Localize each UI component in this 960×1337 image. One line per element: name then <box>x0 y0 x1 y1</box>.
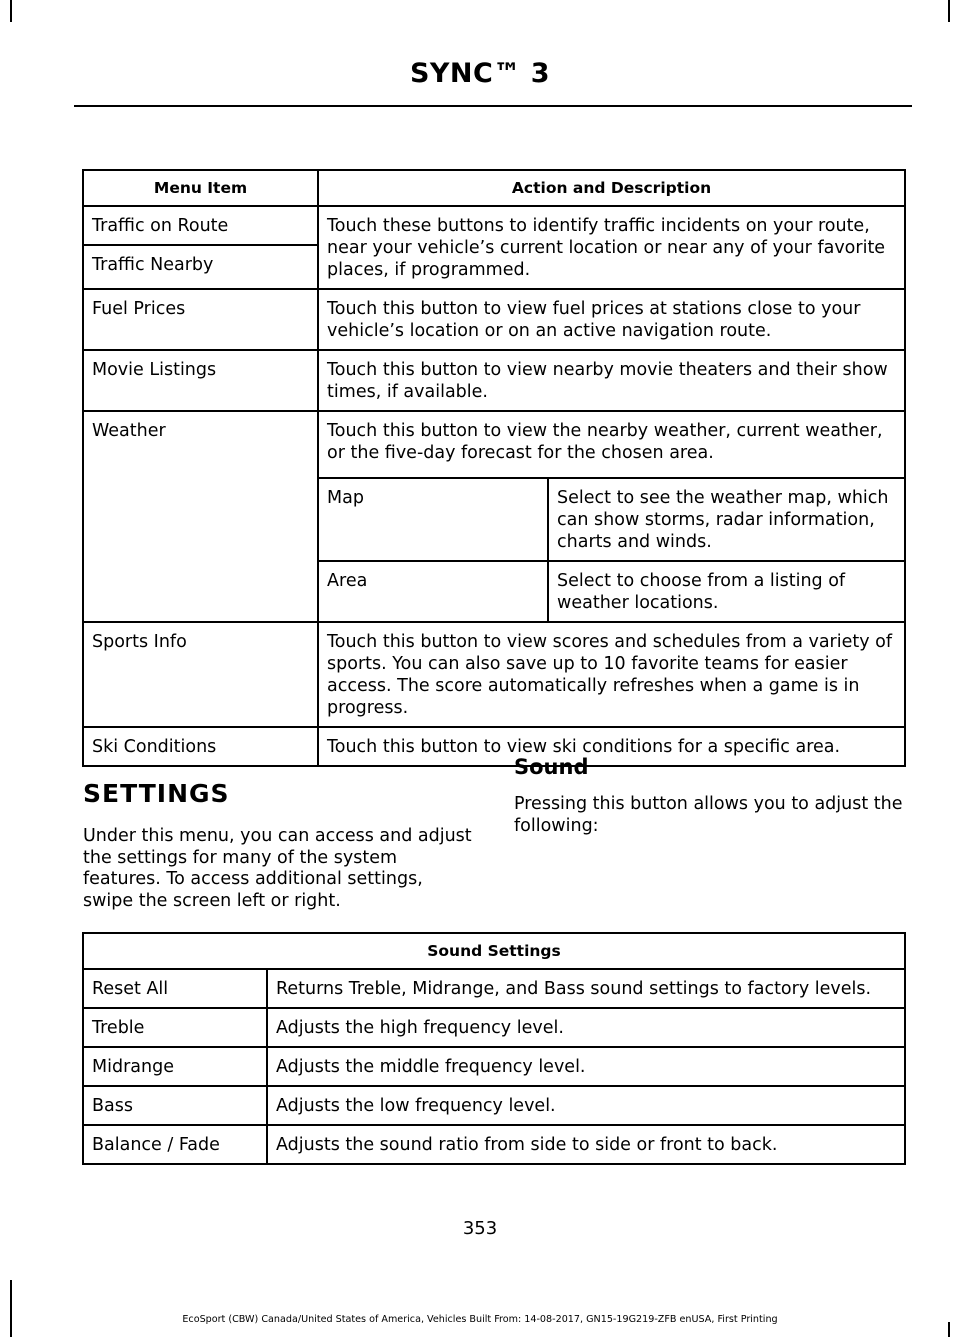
menu-item-cell <box>83 350 318 411</box>
sub-item-cell <box>319 561 548 621</box>
setting-balance-fade: Balance / Fade <box>92 1135 220 1155</box>
menu-item-weather: Weather <box>92 421 166 441</box>
page-number: 353 <box>462 1218 498 1239</box>
bass-description: Adjusts the low frequency level. <box>276 1096 556 1116</box>
table-row <box>319 561 904 621</box>
crop-mark-bottom-left <box>10 1280 12 1337</box>
movie-description: Touch this button to view nearby movie theaters and their show times, if available. <box>327 360 888 402</box>
setting-bass: Bass <box>92 1096 133 1116</box>
menu-items-table <box>82 169 906 767</box>
sub-description-cell <box>548 561 904 621</box>
description-cell <box>318 289 905 350</box>
sub-description-cell <box>548 478 904 561</box>
balance-fade-description: Adjusts the sound ratio from side to side or front to back. <box>276 1135 778 1155</box>
setting-item-cell <box>83 1125 267 1164</box>
menu-item-movie-listings: Movie Listings <box>92 360 217 380</box>
column-header-action: Action and Description <box>318 170 905 206</box>
map-description: Select to see the weather map, which can show storms, radar information, charts and winds. <box>557 488 889 552</box>
table-row <box>83 206 905 245</box>
menu-item-cell <box>83 411 318 622</box>
sound-paragraph: Pressing this button allows you to adjust the following: <box>514 794 903 836</box>
table-row <box>83 1086 905 1125</box>
menu-item-sports-info: Sports Info <box>92 632 187 652</box>
setting-midrange: Midrange <box>92 1057 174 1077</box>
setting-reset-all: Reset All <box>92 979 169 999</box>
sub-item-area: Area <box>327 571 368 591</box>
table-row <box>83 622 905 727</box>
fuel-description: Touch this button to view fuel prices at stations close to your vehicle’s location or on an active navigation route. <box>327 299 861 341</box>
sub-item-cell <box>319 478 548 561</box>
description-cell <box>318 622 905 727</box>
menu-item-ski-conditions: Ski Conditions <box>92 737 217 757</box>
description-cell <box>318 411 905 622</box>
table-row <box>83 1008 905 1047</box>
settings-paragraph: Under this menu, you can access and adjust the settings for many of the system features. To access additional settings, swipe the screen left or right. <box>83 826 472 911</box>
table-row <box>83 727 905 766</box>
sub-item-map: Map <box>327 488 364 508</box>
crop-mark-top-left <box>10 0 12 22</box>
setting-item-cell <box>83 1008 267 1047</box>
setting-description-cell <box>267 1008 905 1047</box>
area-description: Select to choose from a listing of weather locations. <box>557 571 846 613</box>
crop-mark-top-right <box>948 0 950 22</box>
sound-settings-header: Sound Settings <box>83 933 905 969</box>
setting-item-cell <box>83 969 267 1008</box>
table-row <box>83 289 905 350</box>
menu-item-cell <box>83 622 318 727</box>
table-header-row <box>83 933 905 969</box>
setting-description-cell <box>267 1047 905 1086</box>
column-header-menu-item: Menu Item <box>83 170 318 206</box>
setting-description-cell <box>267 969 905 1008</box>
setting-item-cell <box>83 1086 267 1125</box>
weather-description: Touch this button to view the nearby weather, current weather, or the five-day forecast for the chosen area. <box>327 421 883 463</box>
table-row <box>83 1047 905 1086</box>
weather-subtable <box>319 477 904 621</box>
menu-item-traffic-nearby: Traffic Nearby <box>92 255 214 275</box>
settings-heading: SETTINGS <box>83 779 230 808</box>
sound-settings-table <box>82 932 906 1165</box>
sound-heading: Sound <box>514 755 589 779</box>
sports-description: Touch this button to view scores and schedules from a variety of sports. You can also save up to 10 favorite teams for easier access. The score automatically refreshes when a game is in progress. <box>327 632 893 718</box>
table-row <box>319 478 904 561</box>
footer-print-info: EcoSport (CBW) Canada/United States of America, Vehicles Built From: 14-08-2017, GN15-19G219-ZFB enUSA, First Printing <box>182 1314 778 1325</box>
header-divider <box>74 105 912 107</box>
table-row <box>83 969 905 1008</box>
page-header-title: SYNC™ 3 <box>409 58 551 89</box>
setting-treble: Treble <box>92 1018 145 1038</box>
menu-item-cell <box>83 727 318 766</box>
setting-description-cell <box>267 1125 905 1164</box>
treble-description: Adjusts the high frequency level. <box>276 1018 564 1038</box>
ski-description: Touch this button to view ski conditions for a specific area. <box>327 737 841 757</box>
menu-item-cell <box>83 245 318 289</box>
traffic-description: Touch these buttons to identify traffic incidents on your route, near your vehicle’s current location or near any of your favorite places, if programmed. <box>327 216 886 280</box>
table-row <box>83 350 905 411</box>
description-cell <box>318 727 905 766</box>
description-cell <box>318 350 905 411</box>
setting-item-cell <box>83 1047 267 1086</box>
menu-item-cell <box>83 206 318 245</box>
reset-all-description: Returns Treble, Midrange, and Bass sound settings to factory levels. <box>276 979 872 999</box>
table-row <box>83 411 905 622</box>
menu-item-traffic-on-route: Traffic on Route <box>92 216 229 236</box>
table-header-row <box>83 170 905 206</box>
description-cell <box>318 206 905 289</box>
table-row <box>83 1125 905 1164</box>
midrange-description: Adjusts the middle frequency level. <box>276 1057 586 1077</box>
menu-item-cell <box>83 289 318 350</box>
menu-item-fuel-prices: Fuel Prices <box>92 299 186 319</box>
setting-description-cell <box>267 1086 905 1125</box>
